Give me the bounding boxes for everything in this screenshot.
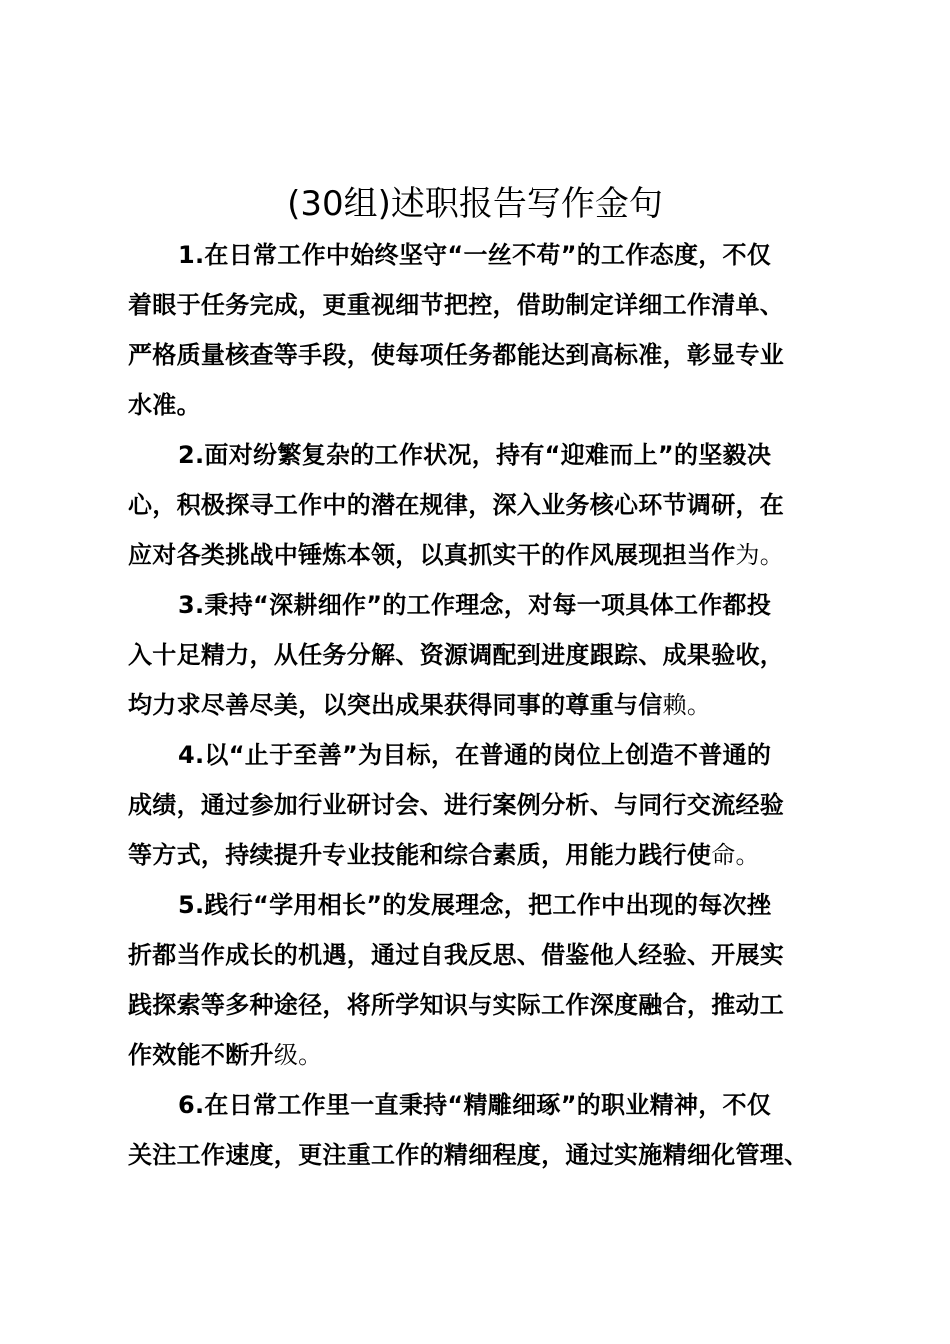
paragraph-line — [128, 1030, 833, 1080]
line-tail: 级。 — [273, 1041, 323, 1069]
paragraph-line: 3.秉持“深耕细作”的工作理念，对每一项具体工作都投 — [178, 591, 772, 619]
line-text: 等方式，持续提升专业技能和综合素质，用能力践行使 — [128, 841, 712, 869]
paragraph-line: 关注工作速度，更注重工作的精细程度，通过实施精细化管理、 — [128, 1141, 809, 1169]
paragraph-1 — [128, 230, 833, 430]
line-text: 作效能不断升 — [128, 1041, 274, 1069]
document-body — [128, 230, 833, 1180]
line-text: 均力求尽善尽美，以突出成果获得同事的尊重与信 — [128, 691, 663, 719]
line-tail: 为。 — [735, 541, 785, 569]
paragraph-line: 水准。 — [128, 391, 201, 419]
line-tail: 命。 — [711, 841, 760, 869]
page-title: (30组)述职报告写作金句 — [287, 184, 663, 224]
paragraph-4 — [128, 730, 833, 880]
paragraph-line: 5.践行“学用相长”的发展理念，把工作中出现的每次挫 — [178, 891, 772, 919]
paragraph-line: 心，积极探寻工作中的潜在规律，深入业务核心环节调研，在 — [128, 491, 785, 519]
paragraph-line — [128, 530, 833, 580]
paragraph-line: 1.在日常工作中始终坚守“一丝不苟”的工作态度，不仅 — [178, 241, 772, 269]
paragraph-line: 入十足精力，从任务分解、资源调配到进度跟踪、成果验收， — [128, 641, 785, 669]
paragraph-5 — [128, 880, 833, 1080]
paragraph-line: 严格质量核查等手段，使每项任务都能达到高标准，彰显专业 — [128, 341, 785, 369]
paragraph-line — [128, 680, 833, 730]
paragraph-3 — [128, 580, 833, 730]
line-tail: 赖。 — [662, 691, 712, 719]
paragraph-2 — [128, 430, 833, 580]
paragraph-line: 6.在日常工作里一直秉持“精雕细琢”的职业精神，不仅 — [178, 1091, 772, 1119]
paragraph-line: 2.面对纷繁复杂的工作状况，持有“迎难而上”的坚毅决 — [178, 441, 772, 469]
paragraph-line: 着眼于任务完成，更重视细节把控，借助制定详细工作清单、 — [128, 291, 785, 319]
paragraph-6 — [128, 1080, 833, 1180]
paragraph-line — [128, 830, 833, 880]
paragraph-line: 成绩，通过参加行业研讨会、进行案例分析、与同行交流经验 — [128, 791, 785, 819]
paragraph-line: 4.以“止于至善”为目标，在普通的岗位上创造不普通的 — [178, 741, 772, 769]
paragraph-line: 践探索等多种途径，将所学知识与实际工作深度融合，推动工 — [128, 991, 785, 1019]
paragraph-line: 折都当作成长的机遇，通过自我反思、借鉴他人经验、开展实 — [128, 941, 785, 969]
line-text: 应对各类挑战中锤炼本领，以真抓实干的作风展现担当作 — [128, 541, 736, 569]
